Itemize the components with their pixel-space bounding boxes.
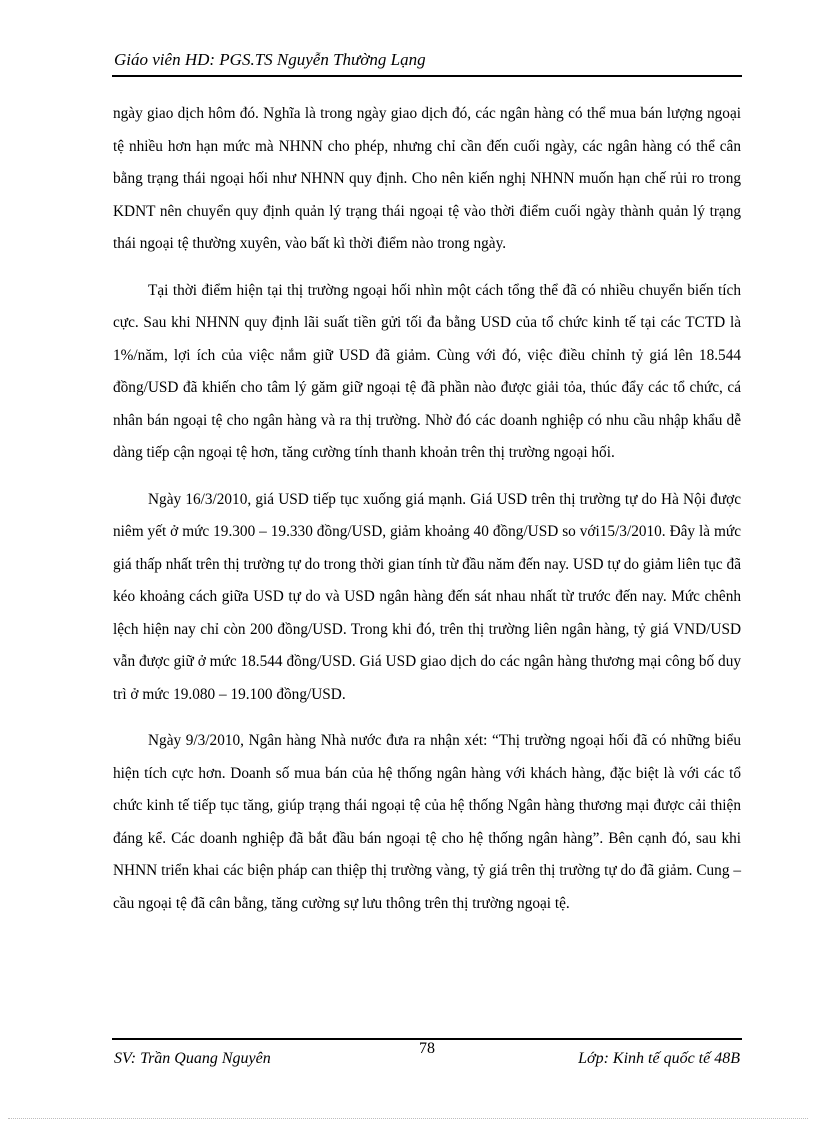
paragraph-1: ngày giao dịch hôm đó. Nghĩa là trong ngày giao dịch đó, các ngân hàng có thể mua bán lượng ngoại tệ nhiều hơn hạn mức mà NHNN cho phép, nhưng chỉ cần đến cuối ngày, các ngân hàng có thể cân bằng trạng thái ngoại hối như NHNN quy định. Cho nên kiến nghị NHNN muốn hạn chế rủi ro trong KDNT nên chuyển quy định quản lý trạng thái ngoại tệ vào thời điểm cuối ngày thành quản lý trạng thái ngoại tệ thường xuyên, vào bất kì thời điểm nào trong ngày. <box>113 105 741 252</box>
paragraph-4: Ngày 9/3/2010, Ngân hàng Nhà nước đưa ra nhận xét: “Thị trường ngoại hối đã có những biểu hiện tích cực hơn. Doanh số mua bán của hệ thống ngân hàng với khách hàng, đặc biệt là với các tổ chức kinh tế tiếp tục tăng, giúp trạng thái ngoại tệ của hệ thống Ngân hàng thương mại được cải thiện đáng kể. Các doanh nghiệp đã bắt đầu bán ngoại tệ cho hệ thống ngân hàng”. Bên cạnh đó, sau khi NHNN triển khai các biện pháp can thiệp thị trường vàng, tỷ giá trên thị trường tự do đã giảm. Cung – cầu ngoại tệ đã cân bằng, tăng cường sự lưu thông trên thị trường ngoại tệ. <box>113 732 741 912</box>
document-body <box>113 98 741 934</box>
student-label: SV: Trần Quang Nguyên <box>114 1050 271 1067</box>
header-divider <box>112 75 742 77</box>
paragraph-2: Tại thời điểm hiện tại thị trường ngoại hối nhìn một cách tổng thể đã có nhiều chuyển biến tích cực. Sau khi NHNN quy định lãi suất tiền gửi tối đa bằng USD của tổ chức kinh tế tại các TCTD là 1%/năm, lợi ích của việc nắm giữ USD đã giảm. Cùng với đó, việc điều chỉnh tỷ giá lên 18.544 đồng/USD đã khiến cho tâm lý găm giữ ngoại tệ đã phần nào được giải tỏa, thúc đẩy các tổ chức, cá nhân bán ngoại tệ cho ngân hàng và ra thị trường. Nhờ đó các doanh nghiệp có nhu cầu nhập khẩu dễ dàng tiếp cận ngoại tệ hơn, tăng cường tính thanh khoản trên thị trường ngoại hối. <box>113 281 741 461</box>
page-header <box>114 50 740 70</box>
advisor-label: Giáo viên HD: PGS.TS Nguyễn Thường Lạng <box>114 50 426 69</box>
class-label: Lớp: Kinh tế quốc tế 48B <box>578 1050 740 1067</box>
page-bottom-edge <box>8 1117 808 1119</box>
paragraph-3: Ngày 16/3/2010, giá USD tiếp tục xuống giá mạnh. Giá USD trên thị trường tự do Hà Nội được niêm yết ở mức 19.300 – 19.330 đồng/USD, giảm khoảng 40 đồng/USD so với15/3/2010. Đây là mức giá thấp nhất trên thị trường tự do trong thời gian tính từ đầu năm đến nay. USD tự do giảm liên tục đã kéo khoảng cách giữa USD tự do và USD ngân hàng đến sát nhau nhất từ trước đến nay. Mức chênh lệch hiện nay chỉ còn 200 đồng/USD. Trong khi đó, trên thị trường liên ngân hàng, tỷ giá VND/USD vẫn được giữ ở mức 18.544 đồng/USD. Giá USD giao dịch do các ngân hàng thương mại công bố duy trì ở mức 19.080 – 19.100 đồng/USD. <box>113 490 741 703</box>
page-footer <box>114 1040 740 1074</box>
page-number: 78 <box>419 1040 435 1057</box>
